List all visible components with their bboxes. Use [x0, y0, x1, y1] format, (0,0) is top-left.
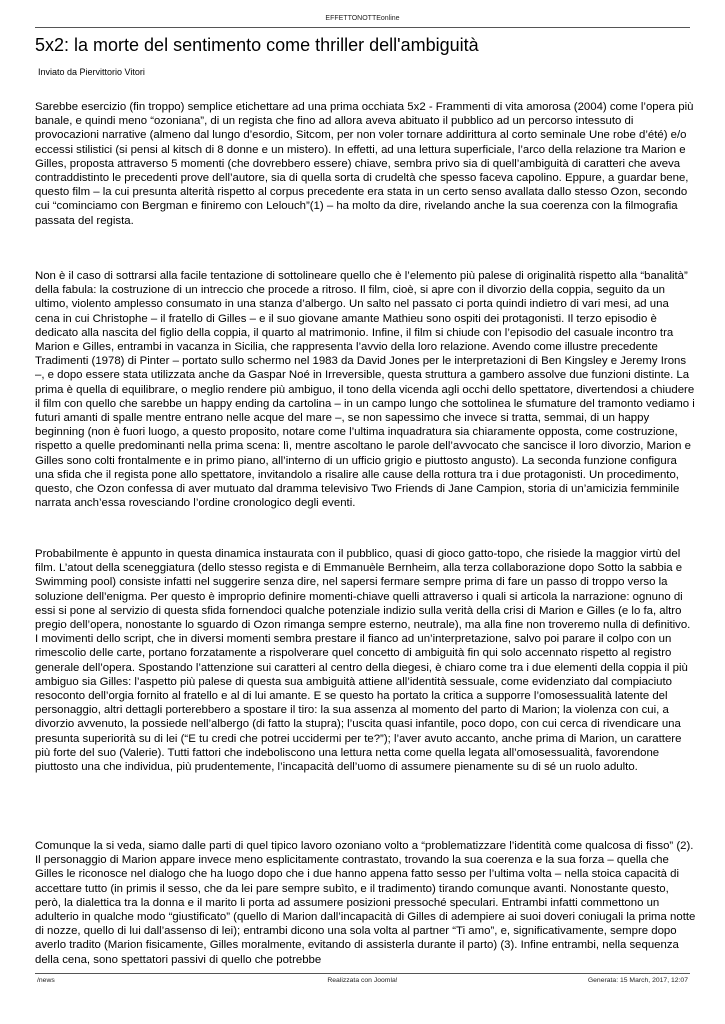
paragraph-4-container — [35, 839, 696, 972]
footer-path: /news — [37, 977, 55, 984]
site-name: EFFETTONOTTEonline — [325, 15, 400, 22]
header-divider — [35, 27, 690, 28]
article-paragraph: Probabilmente è appunto in questa dinamica instaurata con il pubblico, quasi di gioco gatto-topo, che risiede la maggior virtù del film. L’atout della sceneggiatura (dello stesso regista e di Emmanuèle Bernheim, alla terza collaborazione dopo Sotto la sabbia e Swimming pool) consiste infatti nel suggerire senza dire, nel sapersi fermare sempre prima di fare un passo di troppo verso la soluzione dell’enigma. Per questo è improprio definire momenti-chiave quelli attraverso i quali si articola la narrazione: ognuno di essi si pone al servizio di questa sfida fornendoci qualche potenziale indizio sulla verità della crisi di Marion e Gilles (e lo fa, altro pregio dell’opera, nonostante lo sguardo di Ozon rimanga sempre esterno, neutrale), ma alla fine non troveremo nulla di definitivo. I movimenti dello script, che in diversi momenti sembra prestare il fianco ad un’interpretazione, salvo poi parare il colpo con un rimescolio delle carte, portano forzatamente a rispolverare quel concetto di ambiguità fin qui solo accennato rispetto al registro generale dell’opera. Spostando l’attenzione sui caratteri al centro della diegesi, è chiaro come tra i due elementi della coppia il più ambiguo sia Gilles: l’aspetto più palese di questa sua ambiguità attiene all’identità sessuale, come evidenziato dal compiaciuto resoconto dell’orgia fornito al fratello e al di lui amante. E se questo ha portato la critica a supporre l’omosessualità latente del personaggio, altri dettagli porterebbero a spostare il tiro: la sua assenza al momento del parto di Marion; la violenza con cui, a divorzio avvenuto, la possiede nell’albergo (di fatto la stupra); l’uscita quasi infantile, poco dopo, con cui cerca di rivendicare una presunta superiorità su di lei (“E tu credi che potrei uccidermi per te?”); l’aver avuto accanto, anche prima di Marion, un carattere più forte del suo (Valerie). Tutti fattori che indeboliscono una lettura netta come quella legata all’omosessualità, favorendone piuttosto una che individua, più prudentemente, l’incapacità dell’uomo di assumere pienamente su di sé un ruolo adulto. — [35, 548, 691, 774]
paragraph-1-container — [35, 100, 696, 228]
footer-divider — [35, 973, 690, 974]
footer-powered-by: Realizzata con Joomla! — [327, 977, 398, 984]
article-paragraph: Sarebbe esercizio (fin troppo) semplice etichettare ad una prima occhiata 5x2 - Frammenti di vita amorosa (2004) come l’opera più banale, e quindi meno “ozoniana”, di un regista che fino ad allora aveva abituato il pubblico ad un percorso intessuto di provocazioni narrative (almeno dal lungo d’esordio, Sitcom, per non voler tornare addirittura al corto seminale Une robe d’été) e/o eccessi stilistici (si pensi al kitsch di 8 donne e un mistero). In effetti, ad una lettura superficiale, l’arco della relazione tra Marion e Gilles, proposta attraverso 5 momenti (che dovrebbero essere) chiave, sembra privo sia di quell’ambiguità di caratteri che aveva contraddistinto le precedenti prove dell’autore, sia di quella sorta di crudeltà che spesso faceva capolino. Eppure, a guardar bene, questo film – la cui presunta alterità rispetto al corpus precedente era stata in un certo senso avallata dallo stesso Ozon, secondo cui “cominciamo con Bergman e finiremo con Lelouch”(1) – ha molto da dire, rivelando anche la sua coerenza con la filmografia passata del regista. — [35, 101, 694, 227]
article-title: 5x2: la morte del sentimento come thriller dell'ambiguità — [35, 35, 479, 55]
article-paragraph: Non è il caso di sottrarsi alla facile tentazione di sottolineare quello che è l’elemento più palese di originalità rispetto alla “banalità” della fabula: la costruzione di un intreccio che procede a ritroso. Il film, cioè, si apre con il divorzio della coppia, seguito da un ultimo, violento amplesso consumato in una stanza d’albergo. Un salto nel passato ci porta quindi indietro di vari mesi, ad una cena in cui Christophe – il fratello di Gilles – e il suo giovane amante Mathieu sono ospiti dei protagonisti. Il terzo episodio è dedicato alla nascita del figlio della coppia, il quarto al matrimonio. Infine, il film si chiude con l’episodio del casuale incontro tra Marion e Gilles, entrambi in vacanza in Sicilia, che rappresenta l’avvio della loro relazione. Avendo come illustre precedente Tradimenti (1978) di Pinter – portato sullo schermo nel 1983 da David Jones per le interpretazioni di Ben Kingsley e Jeremy Irons –, e dopo essere stata utilizzata anche da Gaspar Noé in Irreversible, questa struttura a gambero assolve due funzioni distinte. La prima è quella di equilibrare, o meglio rendere più ambiguo, il tono della vicenda agli occhi dello spettatore, divertendosi a chiudere il film con quello che sarebbe un happy ending da cartolina – in un campo lungo che sottolinea le sfumature del tramonto vediamo i futuri amanti di spalle mentre entrano nelle acque del mare –, se non sapessimo che invece si tratta, semmai, di un happy beginning (non è fuori luogo, a questo proposito, notare come l’ultima inquadratura sia chiaramente opposta, come costruzione, rispetto a quelle predominanti nella prima scena: lì, mentre ascoltano le parole dell’avvocato che sancisce il loro divorzio, Marion e Gilles sono colti frontalmente e in primo piano, all’interno di un ufficio grigio e piuttosto angusto). La seconda funzione configura una sfida che il regista pone allo spettatore, invitandolo a risalire alle cause della rottura tra i due protagonisti. Un procedimento, questo, che Ozon confessa di aver mutuato dal dramma televisivo Two Friends di Jane Campion, storia di un’amicizia femminile narrata anch’essa rovesciando l’ordine cronologico degli eventi. — [35, 270, 695, 510]
paragraph-2-container — [35, 269, 696, 510]
footer-generated-date: Generata: 15 March, 2017, 12:07 — [587, 977, 688, 984]
paragraph-3-container — [35, 547, 696, 774]
article-paragraph: Comunque la si veda, siamo dalle parti di quel tipico lavoro ozoniano volto a “problematizzare l’identità come qualcosa di fisso” (2). Il personaggio di Marion appare invece meno esplicitamente contrastato, trovando la sua coerenza e la sua forza – quella che Gilles le riconosce nel dialogo che ha luogo dopo che i due hanno appena fatto sesso per l’ultima volta – nella stoica capacità di accettare tutto (in primis il sesso, che da lei pare sempre subìto, e il tradimento) tirando comunque avanti. Nonostante questo, però, la dialettica tra la donna e il marito li porta ad assumere posizioni pressoché speculari. Entrambi infatti commettono un adulterio in qualche modo “giustificato” (quello di Marion dall’incapacità di Gilles di adempiere ai suoi doveri coniugali la prima notte di nozze, quello di lui dall’assenso di lei); entrambi dicono una sola volta al partner “Ti amo”, e, significativamente, sempre dopo averlo tradito (Marion fisicamente, Gilles moralmente, evitando di assisterla durante il parto) (3). Infine entrambi, nella sequenza della cena, sono spettatori passivi di quello che potrebbe — [35, 840, 696, 966]
article-byline: Inviato da Piervittorio Vitori — [38, 67, 145, 77]
